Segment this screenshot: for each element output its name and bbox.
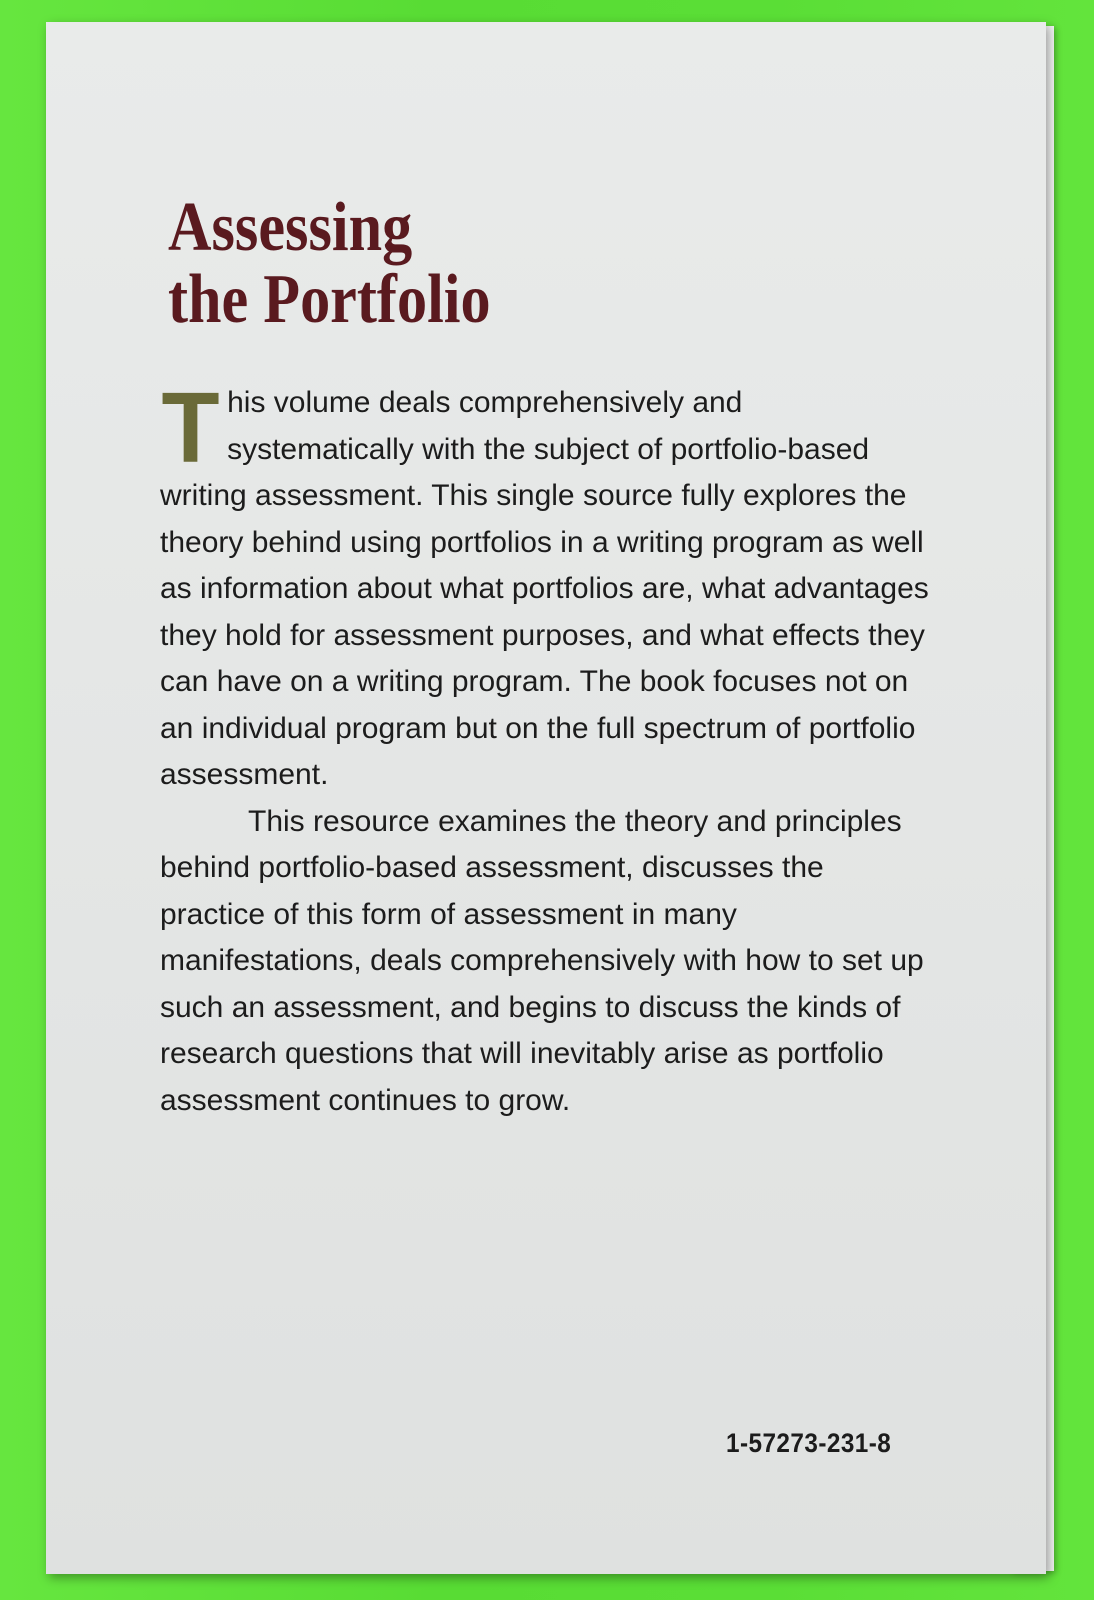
blurb-text (160, 372, 930, 1124)
blurb-paragraph-2: This resource examines the theory and principles behind portfolio-based assessment, discusses the practice of this form of assessment in many manifestations, deals comprehensively with how to set up such an assessment, and begins to discuss the kinds of research questions that will inevitably arise as portfolio assessment continues to grow. (160, 804, 924, 1117)
title-line-1: Assessing (168, 189, 413, 266)
blurb-paragraph-1 (160, 372, 930, 799)
book-title (168, 189, 491, 338)
isbn: 1-57273-231-8 (726, 1428, 892, 1458)
title-line-2: the Portfolio (168, 261, 491, 338)
drop-cap: T (161, 372, 220, 484)
paragraph-1-text: his volume deals comprehensively and systematically with the subject of portfolio-based writing assessment. This single source fully explores the theory behind using portfolios in a writing program as well as information about what portfolios are, what advantages they hold for assessment purposes, and what effects they can have on a writing program. The book focuses not on an individual program but on the full spectrum of portfolio assessment. (160, 386, 929, 791)
